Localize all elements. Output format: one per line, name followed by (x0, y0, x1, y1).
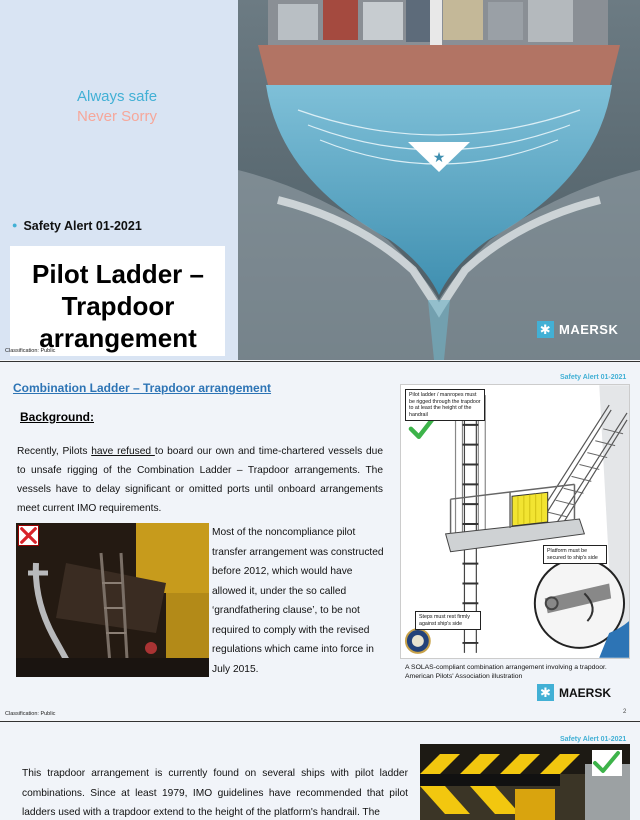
bullet-icon: ● (12, 220, 18, 230)
callout-platform-secured: Platform must be secured to ship's side (543, 545, 607, 564)
para1-text-a: Recently, Pilots (17, 446, 92, 457)
safety-alert-header: Safety Alert 01-2021 (560, 374, 627, 381)
classification-label: Classification: Public (5, 711, 56, 717)
slide-cover (0, 0, 640, 360)
safety-alert-header: Safety Alert 01-2021 (560, 736, 627, 743)
grandfathering-paragraph: Most of the noncompliance pilot transfer arrangement was constructed before 2012, which would have allowed it, under the so called ‘grandfathering clause’, to be not required to comply with the revised regulations which came into force in July 2015. (212, 527, 384, 675)
noncompliant-trapdoor-photo (16, 523, 209, 677)
slide-trapdoor-detail (0, 721, 640, 820)
tagline-always-safe: Always safe (77, 88, 158, 105)
maersk-star-icon: ✱ (537, 321, 554, 338)
para1-underlined: have refused (91, 446, 155, 457)
callout-manropes: Pilot ladder / manropes must be rigged through the trapdoor to at least the height of the handrail (405, 389, 485, 421)
classification-label: Classification: Public (5, 348, 56, 354)
safety-alert-label (12, 219, 142, 233)
maersk-logo-footer (537, 684, 611, 701)
tagline-never-sorry: Never Sorry (77, 108, 158, 125)
page-number: 2 (623, 709, 627, 715)
maersk-wordmark: MAERSK (559, 322, 619, 337)
slide-background (0, 361, 640, 720)
background-heading: Background: (20, 410, 95, 424)
trapdoor-hatch-photo (420, 744, 630, 820)
slide2-heading: Combination Ladder – Trapdoor arrangement (13, 381, 272, 395)
maersk-wordmark: MAERSK (559, 685, 612, 700)
svg-text:★: ★ (432, 150, 446, 166)
maersk-logo (537, 321, 618, 338)
maersk-star-icon: ✱ (537, 684, 554, 701)
diagram-caption: A SOLAS-compliant combination arrangement involving a trapdoor. American Pilots' Association illustration (405, 664, 607, 680)
trapdoor-paragraph: This trapdoor arrangement is currently found on several ships with pilot ladder combinations. Since at least 1979, IMO guidelines have recommended that pilot ladders used with a trapdoor extend to the height of the platform's handrail. The (22, 768, 408, 818)
callout-steps-rest: Steps must rest firmly against ship's side (415, 611, 481, 630)
background-paragraph (17, 442, 383, 518)
safety-alert-text: Safety Alert 01-2021 (23, 219, 142, 233)
combination-ladder-diagram (400, 384, 630, 659)
ship-bow-photo (238, 0, 640, 360)
para1-text-b: to board our own and time-chartered vessels due to unsafe rigging of the Combination Ladder – Trapdoor arrangements. The vessels have to delay significant or omitted ports until onboard arrangements meet current IMO requirements. (17, 446, 383, 514)
noncompliant-cross-icon (18, 525, 39, 546)
cover-title: Pilot Ladder – Trapdoor arrangement (32, 259, 204, 353)
